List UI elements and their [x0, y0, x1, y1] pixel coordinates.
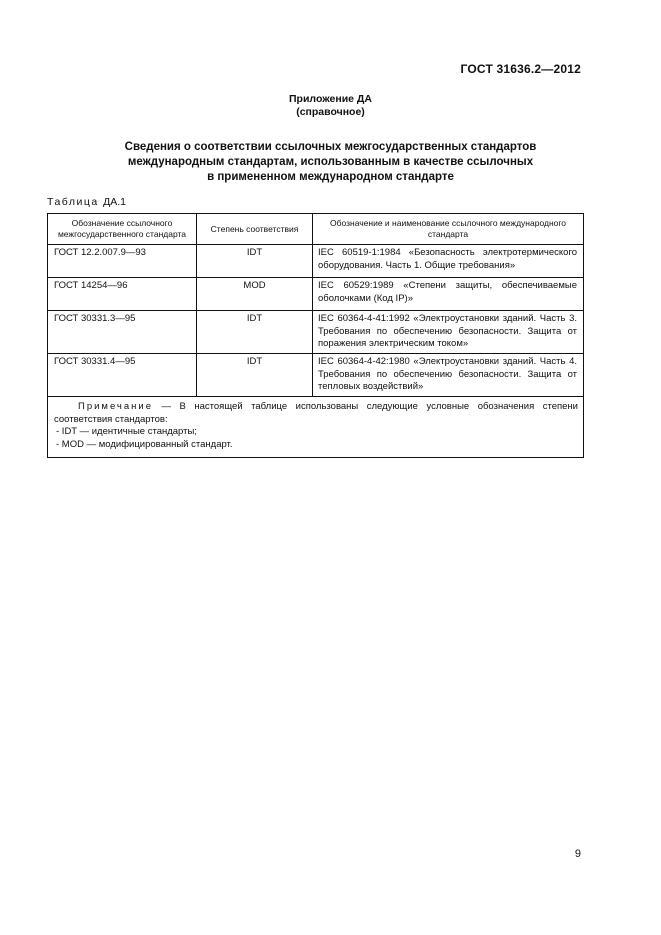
table-row: [48, 354, 584, 397]
cell-interstate-code: ГОСТ 12.2.007.9—93: [48, 245, 197, 278]
note-item-mod: - MOD — модифицированный стандарт.: [56, 438, 233, 450]
cell-international-reference: IEC 60364-4-42:1980 «Электроустановки зданий. Часть 4. Требования по обеспечению безопасности. Защита от тепловых воздействий»: [313, 354, 584, 397]
header-interstate-standard: Обозначение ссылочного межгосударственного стандарта: [48, 214, 197, 245]
table-header-row: [48, 214, 584, 245]
section-title: [0, 140, 661, 185]
header-degree: Степень соответствия: [197, 214, 313, 245]
table-row: [48, 245, 584, 278]
cell-degree: IDT: [197, 311, 313, 354]
table-caption-word: Таблица: [47, 196, 99, 208]
cell-interstate-code: ГОСТ 30331.3—95: [48, 311, 197, 354]
cell-international-reference: IEC 60529:1989 «Степени защиты, обеспечиваемые оболочками (Код IP)»: [313, 278, 584, 311]
cell-international-reference: IEC 60519-1:1984 «Безопасность электротермического оборудования. Часть 1. Общие требования»: [313, 245, 584, 278]
annex-title: Приложение ДА: [289, 93, 372, 105]
annex-subtitle: (справочное): [296, 106, 365, 118]
cell-degree: IDT: [197, 245, 313, 278]
table-note: [48, 397, 584, 458]
cell-interstate-code: ГОСТ 30331.4—95: [48, 354, 197, 397]
cell-interstate-code: ГОСТ 14254—96: [48, 278, 197, 311]
table-row: [48, 311, 584, 354]
cell-international-reference: IEC 60364-4-41:1992 «Электроустановки зданий. Часть 3. Требования по обеспечению безопасности. Защита от поражения электрическим током»: [313, 311, 584, 354]
table-row: [48, 278, 584, 311]
cell-degree: MOD: [197, 278, 313, 311]
table-note-row: [48, 397, 584, 458]
note-text: — В настоящей таблице использованы следующие условные обозначения степени соответствия стандартов:: [54, 401, 578, 425]
note-label: Примечание: [78, 401, 153, 412]
document-code: ГОСТ 31636.2—2012: [460, 62, 581, 76]
annex-heading: [0, 93, 661, 119]
section-title-line-1: Сведения о соответствии ссылочных межгосударственных стандартов: [124, 141, 537, 153]
cell-degree: IDT: [197, 354, 313, 397]
section-title-line-2: международным стандартам, использованным в качестве ссылочных: [127, 156, 534, 168]
table-caption-number: ДА.1: [103, 196, 126, 208]
standards-table: [47, 213, 584, 458]
note-lead: [54, 401, 578, 426]
table-caption: [47, 196, 126, 208]
page-number: 9: [574, 848, 581, 860]
section-title-line-3: в примененном международном стандарте: [207, 171, 454, 183]
note-item-idt: - IDT — идентичные стандарты;: [56, 426, 197, 437]
header-international-standard: Обозначение и наименование ссылочного международного стандарта: [313, 214, 584, 245]
